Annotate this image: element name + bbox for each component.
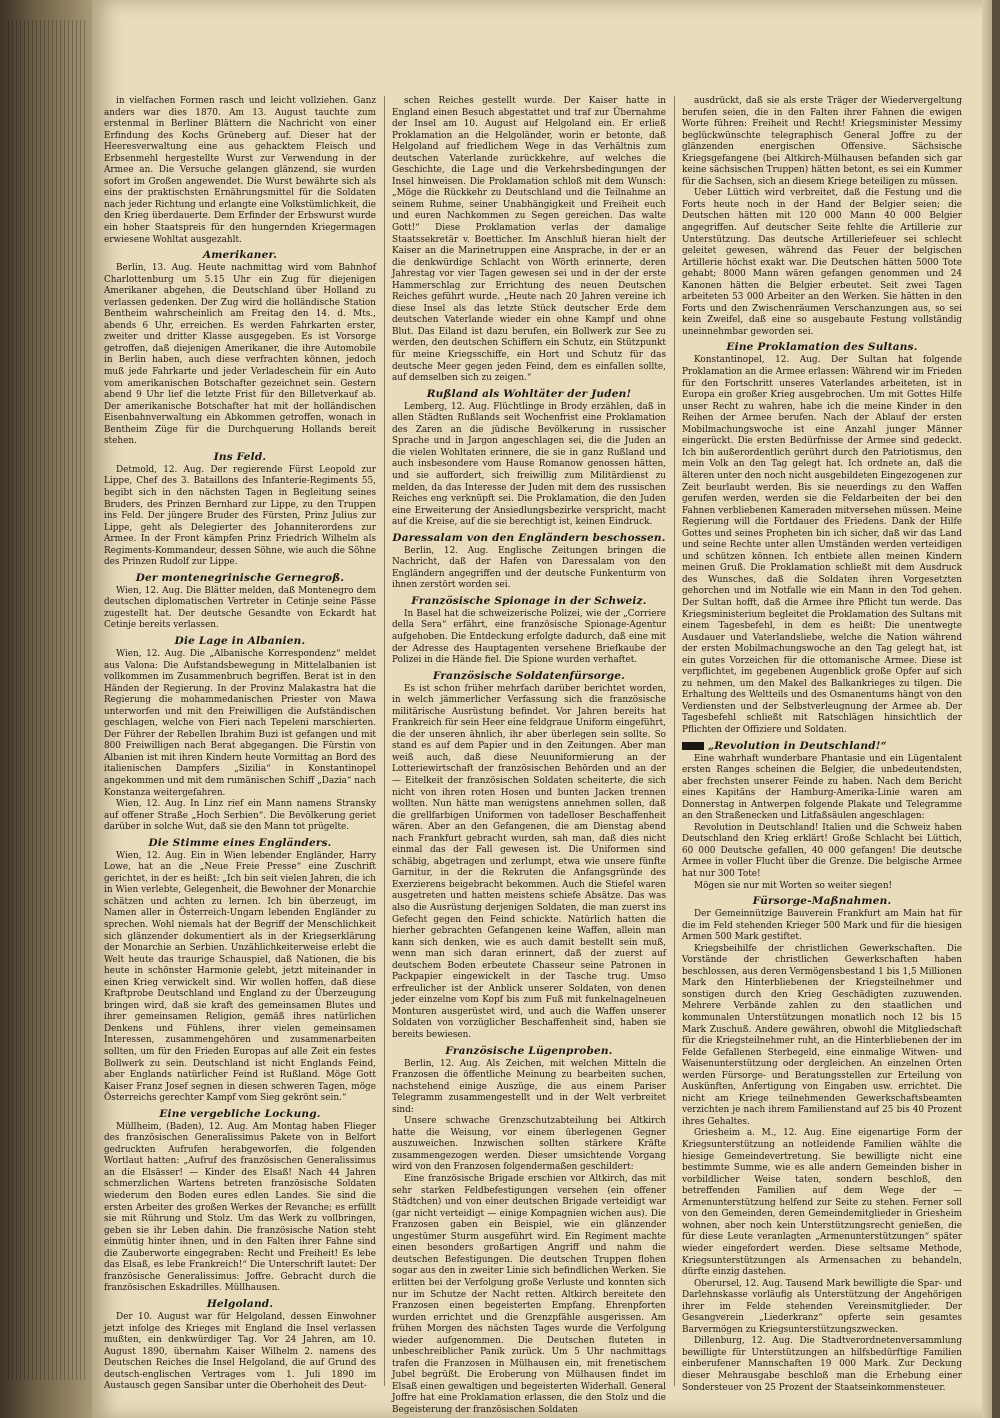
article-heading: Daressalam von den Engländern beschossen.: [392, 531, 666, 544]
column-1: [104, 96, 376, 1396]
article-paragraph: Eine wahrhaft wunderbare Phantasie und ein Lügentalent ersten Ranges scheinen die Belgier, die unbedeutendsten, aber frechsten unserer Feinde zu haben. Nach dem Bericht eines Kapitäns der Hamburg-Amerika-Linie waren am Donnerstag in Antwerpen folgende Plakate und Telegramme an den Straßenecken und Litfaßsäulen angeschlagen:: [682, 753, 962, 822]
article-paragraph: In Basel hat die schweizerische Polizei, wie der „Corriere della Sera“ erfährt, eine französische Spionage-Agentur aufgehoben. Die Entdeckung erfolgte dadurch, daß eine mit der Adresse des Hauptagenten versehene Briefkaube der Polizei in die Hände fiel. Die Spione wurden verhaftet.: [392, 608, 666, 666]
page-edge: [982, 0, 992, 1418]
article-paragraph: Ueber Lüttich wird verbreitet, daß die Festung und die Forts heute noch in der Hand der Belgier seien; die Deutschen hätten mit 120 000 Mann 40 000 Belgier angegriffen. Auf deutscher Seite fehlte die Artillerie zur Unterstützung. Das deutsche Artilleriefeuer sei schlecht geleitet gewesen, während das Feuer der belgischen Artillerie höchst exakt war. Die Deutschen hätten 5000 Tote gehabt; 8000 Mann wären gefangen genommen und 24 Kanonen hätten die Belgier erbeutet. Seit zwei Tagen arbeiteten 53 000 Arbeiter an den Werken. Sie hätten in den Forts und den Zwischenräumen Verschanzungen aus, so sei kein Zweifel, daß eine so ausgebaute Festung vollständig uneinnehmbar geworden sei.: [682, 188, 962, 337]
article-paragraph: Lemberg, 12. Aug. Flüchtlinge in Brody erzählen, daß in allen Städten Rußlands seit Wochenfrist eine Proklamation des Zaren an die jüdische Bevölkerung in russischer Sprache und in Jargon angeschlagen sei, die die Juden an die vielen Wohltaten erinnere, die sie in ganz Rußland und auch insbesondere vom Hause Romanow genossen hätten, und sie auffordert, sich freiwillig zum Militärdienst zu melden, da das Interesse der Juden mit dem des russischen Reiches eng verknüpft sei. Die Proklamation, die den Juden eine Erweiterung der Ansiedlungsbezirke verspricht, macht auf die Kreise, auf die sie berechtigt ist, keinen Eindruck.: [392, 401, 666, 528]
heading-text: „Revolution in Deutschland!“: [708, 739, 887, 752]
article-heading: Die Stimme eines Engländers.: [148, 836, 332, 849]
article-heading: Rußland als Wohltäter der Juden!: [426, 387, 632, 400]
article-heading: Amerikaner.: [202, 249, 278, 262]
article-heading: Französische Lügenproben.: [445, 1044, 613, 1057]
article-paragraph: Dillenburg, 12. Aug. Die Stadtverordnetenversammlung bewilligte für Unterstützungen an hilfsbedürftige Familien einberufener Mannschaften 19 000 Mark. Zur Deckung dieser Mehrausgabe beschloß man die Erhebung einer Sondersteuer von 25 Prozent der Staatseinkommensteuer.: [682, 1336, 962, 1393]
article-paragraph: Unsere schwache Grenzschutzabteilung bei Altkirch hatte die Weisung, vor einem überlegenen Gegner auszuweichen. Inzwischen sollten stärkere Kräfte zusammengezogen werden. Dieser umsichtende Vorgang wird von den Franzosen folgendermaßen geschildert:: [392, 1116, 666, 1173]
article-paragraph: Kriegsbeihilfe der christlichen Gewerkschaften. Die Vorstände der christlichen Gewerkschaften haben beschlossen, aus deren Vermögensbestand 1 bis 1,5 Millionen Mark den Hinterbliebenen der Kriegsteilnehmer und sonstigen durch den Krieg Geschädigten zuzuwenden. Mehrere Verbände zahlen zu den staatlichen und kommunalen Unterstützungen monatlich noch 12 bis 15 Mark Zuschuß. Andere gewähren, obwohl die Mitgliedschaft für die Kriegsteilnehmer ruht, an die Hinterbliebenen der im Felde Gefallenen Sterbegeld, eine einmalige Witwen- und Waisenunterstützung oder dergleichen. An einzelnen Orten werden Fürsorge- und Beratungsstellen zur Erteilung von Auskünften, Anfertigung von Eingaben usw. errichtet. Die nicht am Kriege teilnehmenden Gewerkschaftsbeamten verzichten je nach ihrem Familienstand auf 25 bis 40 Prozent ihres Gehaltes.: [682, 943, 962, 1127]
article-paragraph: Der 10. August war für Helgoland, dessen Einwohner jetzt infolge des Krieges mit England die Insel verlassen mußten, ein denkwürdiger Tag. Vor 24 Jahren, am 10. August 1890, übernahm Kaiser Wilhelm 2. namens des Deutschen Reiches die Insel Helgoland, die auf Grund des deutsch-englischen Vertrages vom 1. Juli 1890 im Austausch gegen Sansibar unter die Oberhoheit des Deut-: [104, 1311, 376, 1392]
article-paragraph: Berlin, 12. Aug. Englische Zeitungen bringen die Nachricht, daß der Hafen von Daressalam von den Engländern angegriffen und der deutsche Funkenturm von ihnen zerstört worden sei.: [392, 545, 666, 591]
article-paragraph: Müllheim, (Baden), 12. Aug. Am Montag haben Flieger des französischen Generalissimus Pakete von in Belfort gedruckten Aufrufen herabgeworfen, die folgenden Wortlaut hatten: „Aufruf des französischen Generalissimus an die Elsässer! — Kinder des Elsaß! Nach 44 Jahren schmerzlichen Wartens betreten französische Soldaten wiederum den Boden eures edlen Landes. Sie sind die ersten Arbeiter des großen Werkes der Revanche; es erfüllt sie mit Rührung und Stolz. Um das Werk zu vollbringen, geben sie ihr Leben dahin. Die französische Nation steht einmütig hinter ihnen, und in den Falten ihrer Fahne sind die Zauberworte eingegraben: Recht und Freiheit! Es lebe das Elsaß, es lebe Frankreich!“ Die Unterschrift lautet: Der französische Generalissimus: Joffre. Gebracht durch die französischen Eskadrilles. Müllhausen.: [104, 1121, 376, 1294]
article-paragraph: Berlin, 13. Aug. Heute nachmittag wird vom Bahnhof Charlottenburg um 5.15 Uhr ein Zug für diejenigen Amerikaner abgehen, die Deutschland über Holland zu verlassen gedenken. Der Zug wird die holländische Station Bentheim wahrscheinlich am Freitag den 14. d. Mts., abends 6 Uhr, erreichen. Es werden Fahrkarten erster, zweiter und dritter Klasse ausgegeben. Es ist Vorsorge getroffen, daß diejenigen Amerikaner, die ihre Automobile in Berlin haben, auch diese verfrachten können, jedoch muß jede Fahrkarte und jeder Verladeschein für ein Auto vom amerikanischen Botschafter gezeichnet sein. Gestern abend 9 Uhr lief die letzte Frist für den Billetverkauf ab. Der amerikanische Botschafter hat mit der holländischen Eisenbahnverwaltung ein Abkommen getroffen, wonach in Bentheim Züge für die Durchquerung Hollands bereit stehen.: [104, 263, 376, 447]
article-heading: Der montenegrinische Gernegroß.: [135, 571, 345, 584]
article-paragraph: Detmold, 12. Aug. Der regierende Fürst Leopold zur Lippe, Chef des 3. Bataillons des Infanterie-Regiments 55, begibt sich in den nächsten Tagen in Begleitung seines Bruders, des Prinzen Bernhard zur Lippe, zu den Truppen ins Feld. Der jüngere Bruder des Fürsten, Prinz Julius zur Lippe, geht als Delegierter des Johanniterordens zur Armee. In der Front kämpfen Prinz Friedrich Wilhelm als Regiments-Kommandeur, dessen Söhne, wie auch die Söhne des Prinzen Rudolf zur Lippe.: [104, 464, 376, 568]
article-paragraph: schen Reiches gestellt wurde. Der Kaiser hatte in England einen Besuch abgestattet und traf zur Übernahme der Insel am 10. August auf Helgoland ein. Er erließ Proklamation an die Helgoländer, worin er betonte, daß Helgoland auf friedlichem Wege in das Verhältnis zum deutschen Vaterlande zurückkehre, auf welches die Geschichte, die Lage und die Verkehrsbedingungen der Insel hinweisen. Die Proklamation schloß mit dem Wunsch: „Möge die Rückkehr zu Deutschland und die Teilnahme an seinem Ruhme, seiner Unabhängigkeit und Freiheit euch und euren Nachkommen zu Segen gereichen. Das walte Gott!“ Diese Proklamation verlas der damalige Staatssekretär v. Boetticher. Im Anschluß hieran hielt der Kaiser an die Marinetruppen eine Ansprache, in der er an die denkwürdige Schlacht von Wörth erinnerte, deren Jahrestag vor vier Tagen gewesen sei und in der der erste Hammerschlag zur Errichtung des neuen Deutschen Reiches geführt wurde. „Heute nach 20 Jahren vereine ich diese Insel als das letzte Stück deutscher Erde dem deutschen Vaterlande wieder ein ohne Kampf und ohne Blut. Das Eiland ist dazu berufen, ein Bollwerk zur See zu werden, den deutschen Schiffern ein Schutz, ein Stützpunkt für meine Kriegsschiffe, ein Hort und Schutz für das deutsche Meer gegen jeden Feind, dem es einfallen sollte, auf demselben sich zu zeigen.“: [392, 96, 666, 384]
article-heading: Französische Soldatenfürsorge.: [432, 669, 626, 682]
column-rule: [674, 96, 675, 1386]
article-heading: Ins Feld.: [213, 450, 267, 463]
article-paragraph: Oberursel, 12. Aug. Tausend Mark bewilligte die Spar- und Darlehnskasse vorläufig als Unterstützung der Angehörigen ihrer im Felde stehenden Vereinsmitglieder. Der Gesangverein „Liederkranz“ opferte sein gesamtes Barvermögen zu Kriegsunterstützungszwecken.: [682, 1278, 962, 1335]
article-paragraph: Konstantinopel, 12. Aug. Der Sultan hat folgende Proklamation an die Armee erlassen: Während wir im Frieden für den Fortschritt unseres Vaterlandes arbeiteten, ist in Europa ein großer Krieg ausgebrochen. Um mit Gottes Hilfe unser Recht zu wahren, habe ich die meine Kinder in den Reihen der Armee berufen. Nach der Ablauf der ersten Mobilmachungswoche ist eine Anzahl junger Männer eingerückt. Die ersten Bedürfnisse der Armee sind gedeckt. Ich bin außerordentlich gerührt durch den Patriotismus, den mein Volk an den Tag gelegt hat. Ich ordnete an, daß die älteren unter den noch nicht ausgebildeten Eingezogenen zur Zeit beurlaubt werden. Bis sie neuerdings zu den Waffen gerufen werden, werden sie die Feldarbeiten der bei den Fahnen verbliebenen Kameraden mitversehen müssen. Meine Regierung will die Fortdauer des Friedens. Dank der Hilfe Gottes und seines Propheten bin ich sicher, daß wir das Land und seine Rechte unter allen Umständen werden verteidigen und schützen können. Ich entbiete allen meinen Kindern meinen Gruß. Die Proklamation schließt mit dem Ausdruck des Wunsches, daß die Soldaten ihren Vorgesetzten gehorchen und im Notfalle wie ein Mann in den Tod gehen. Der Sultan hofft, daß die Armee ihre Pflicht tun werde. Das Kriegsministerium begleitet die Proklamation des Sultans mit einem Tagesbefehl, in dem es heißt: Die unentwegte Ausdauer und Vaterlandsliebe, welche die Nation während der ersten Mobilmachungswoche an den Tag gelegt hat, ist ein gutes Vorzeichen für die ottomanische Armee. Diese ist verpflichtet, im gegebenen Augenblick große Opfer auf sich zu nehmen, um den Makel des Balkankrieges zu tilgen. Die Erhaltung des Weltteils und des Osmanentums hängt von den Verdiensten und der Selbstverleugnung der Armee ab. Der Tagesbefehl schließt mit Ratschlägen hinsichtlich der Pflichten der Offiziere und Soldaten.: [682, 355, 962, 735]
article-paragraph: Griesheim a. M., 12. Aug. Eine eigenartige Form der Kriegsunterstützung an notleidende Familien wählte die hiesige Gemeindevertretung. Sie bewilligte nicht eine bestimmte Summe, wie es alle andern Gemeinden bisher in vorbildlicher Weise taten, sondern beschloß, den betreffenden Familien auf dem Wege der — Armenunterstützung helfend zur Seite zu stehen. Ferner soll von den Gemeinden, deren Gemeindemitglieder in Griesheim wohnen, aber noch kein Unterstützungsrecht genießen, die für diese Leute veranlagten „Armenunterstützungen“ später wieder eingefordert werden. Diese seltsame Methode, Kriegsunterstützungen als Armensachen zu behandeln, dürfte einzig dastehen.: [682, 1128, 962, 1278]
pointing-hand-icon: [682, 742, 704, 750]
column-2: [392, 96, 666, 1415]
article-heading: Eine vergebliche Lockung.: [159, 1107, 321, 1120]
article-paragraph: Wien, 12. Aug. Die Blätter melden, daß Montenegro dem deutschen diplomatischen Vertreter in Cetinje seine Pässe zugestellt hat. Der deutsche Gesandte von Eckardt hat Cetinje bereits verlassen.: [104, 585, 376, 631]
article-paragraph: Wien, 12. Aug. Die „Albanische Korrespondenz“ meldet aus Valona: Die Aufstandsbewegung in Mittelalbanien ist vollkommen im Zusammenbruch begriffen. Berat ist in den Händen der Regierung. In der Provinz Malakastra hat die Regierung die mohammedanischen Priester von Mawa unterworfen und mit den Freiwilligen die Aufständischen geschlagen, welche von Fieri nach Tepeleni marschierten. Der Führer der Rebellen Ibrahim Buzi ist gefangen und mit 800 Freiwilligen nach Berat abgegangen. Die Fürstin von Albanien ist mit ihren Kindern heute Vormittag an Bord des italienischen Dampfers „Sizilia“ in Konstantinopel angekommen und mit dem rumänischen Schiff „Dazia“ nach Konstanza weitergefahren.: [104, 648, 376, 798]
article-paragraph: Berlin, 12. Aug. Als Zeichen, mit welchen Mitteln die Franzosen die öffentliche Meinung zu bearbeiten suchen, nachstehend einige Auszüge, die aus einem Pariser Telegramm zusammengestellt und in der Welt verbreitet sind:: [392, 1058, 666, 1115]
article-paragraph: Mögen sie nur mit Worten so weiter siegen!: [694, 880, 893, 891]
article-heading: [682, 740, 962, 752]
article-paragraph: Wien, 12. Aug. In Linz rief ein Mann namens Stransky auf offener Straße „Hoch Serbien“. Die Bevölkerung geriet darüber in solche Wut, daß sie den Mann tot prügelte.: [104, 799, 376, 833]
page-edges: [8, 20, 86, 1380]
article-paragraph: Wien, 12. Aug. Ein in Wien lebender Engländer, Harry Lowe, hat an die „Neue Freie Presse“ eine Zuschrift gerichtet, in der es heißt: „Ich bin seit vielen Jahren, die ich in Wien verlebte, Gelegenheit, die Bewohner der Monarchie schätzen und achten zu lernen. Ich bin überzeugt, im Namen aller in Österreich-Ungarn lebenden Engländer zu sprechen. Wohl niemals hat der Begriff der Menschlichkeit sich glänzender dokumentiert als in der Kriegserklärung der Monarchie an Serbien. Unzählichkeiterweise erlebt die Welt heute das traurige Schauspiel, daß Nationen, die bis heute in schönster Harmonie gelebt, jetzt miteinander in einen Krieg verwickelt sind. Wir wollen hoffen, daß diese Kraftprobe Deutschland und England zu der Überzeugung bringen wird, daß sie kraft des gemeinsamen Blutes und ihrer gemeinsamen Religion, gemäß ihres natürlichen Denkens und Fühlens, ihrer vielen gemeinsamen Interessen, zusammengehören und zusammenarbeiten sollten, um für den Frieden Europas auf alle Zeit ein festes Bollwerk zu sein. Deutschland ist nicht Englands Feind, aber Englands natürlicher Feind ist Rußland. Möge Gott Kaiser Franz Josef segnen in diesen schweren Tagen, möge Österreichs gerechter Kampf vom Sieg gekrönt sein.“: [104, 850, 376, 1104]
article-paragraph: Es ist schon früher mehrfach darüber berichtet worden, in welch jämmerlicher Verfassung sich die französische militärische Ausrüstung befindet. Vor Jahren bereits hat Frankreich für sein Heer eine feldgraue Uniform eingeführt, die der unseren ähnlich, ihr aber überlegen sein sollte. So stand es auf dem Papier und in den Zeitungen. Aber man weiß auch, daß diese Neuuniformierung an der Lotteriewirtschaft der französischen Behörden und an der — Eitelkeit der französischen Soldaten scheiterte, die sich nicht von ihren roten Hosen und bunten Jacken trennen wollten. Nun hätte man wenigstens annehmen sollen, daß die grellfarbigen Uniformen von tadelloser Beschaffenheit wären. Aber an den Gefangenen, die am Dienstag abend nach Frankfurt gebracht wurden, sah man, daß dies nicht einmal das der Fall gewesen ist. Die Uniformen sind schäbig, abgetragen und zerlumpt, etwa wie unsere fünfte Garnitur, in der die Rekruten die Anfangsgründe des Exerzierens beigebracht bekommen. Auch die Stiefel waren ausgetreten und hatten meistens schiefe Absätze. Das was also die Ausrüstung derjenigen Soldaten, die man zuerst ins Gefecht gegen den Feind schickte. Natürlich hatten die hierher gebrachten Gefangenen keine Waffen, allein man kann sich denken, wie es auch damit bestellt sein muß, wenn man sich daran erinnert, daß der zuerst auf deutschem Boden erbeutete Chasseur seine Patronen in Packpapier eingewickelt in der Tasche trug. Umso erfreulicher ist der Anblick unserer Soldaten, von denen jeder einzelne vom Kopf bis zum Fuß mit funkelnagelneuen Monturen ausgerüstet wird, und auch die Waffen unserer Soldaten von vorzüglicher Beschaffenheit sind, haben sie bereits bewiesen.: [392, 683, 666, 1041]
article-heading: Helgoland.: [206, 1297, 274, 1310]
column-rule: [384, 96, 385, 1386]
article-paragraph: Eine französische Brigade erschien vor Altkirch, das mit sehr starken Feldbefestigungen versehen (ein offener Städtchen) und von einer deutschen Brigade verteidigt war (gar nicht verteidigt — einige Kompagnien wichen aus). Die Franzosen gaben ein Beispiel, wie ein glänzender ungestümer Sturm ausgeführt wird. Ein Regiment machte einen besonders großartigen Angriff und nahm die deutschen Befestigungen. Die deutschen Truppen flohen sogar aus den in zweiter Linie sich befindlichen Werken. Sie erlitten bei der Verfolgung große Verluste und konnten sich nur im Schutze der Nacht retten. Altkirch bereitete den Franzosen einen begeisterten Empfang. Ehrenpforten wurden errichtet und die Grenzpfähle ausgerissen. Am frühen Morgen des nächsten Tages wurde die Verfolgung wieder aufgenommen. Die Deutschen fluteten in unbeschreiblicher Panik zurück. Um 5 Uhr nachmittags trafen die Franzosen in Mülhausen ein, mit frenetischem Jubel begrüßt. Die Eroberung von Mülhausen findet im Elsaß einen gewaltigen und begeisterten Widerhall. General Joffre hat eine Proklamation erlassen, die den Stolz und die Begeisterung der französischen Soldaten: [392, 1174, 666, 1415]
article-heading: Die Lage in Albanien.: [174, 634, 306, 647]
article-paragraph: in vielfachen Formen rasch und leicht vollziehen. Ganz anders war dies 1870. Am 13. August tauchte zum erstenmal in Berliner Blättern die Nachricht von einer Erfindung des Kochs Grüneberg auf. Dieser hat der Heeresverwaltung eine aus gehacktem Fleisch und Erbsenmehl hergestellte Wurst zur Verwendung in der Armee an. Die Versuche gelangen glänzend, sie wurden sofort im Großen angewendet. Die Wurst bewährte sich als eins der praktischsten Ernährungsmittel für die Soldaten nach jeder Richtung und erlangte eine Volkstümlichkeit, die den Krieg überdauerte. Dem Erfinder der Erbswurst wurde ein hoher Staatspreis für den hungernden Kriegermagen erwiesene Wohltat ausgezahlt.: [104, 96, 376, 245]
article-heading: Fürsorge-Maßnahmen.: [752, 895, 892, 908]
article-paragraph: Der Gemeinnützige Bauverein Frankfurt am Main hat für die im Feld stehenden Krieger 500 Mark und für die hiesigen Armen 500 Mark gestiftet.: [682, 909, 962, 943]
column-3: [682, 96, 962, 1396]
article-paragraph: ausdrückt, daß sie als erste Träger der Wiedervergeltung berufen seien, die in den Falten ihrer Fahnen die ewigen Worte führen: Freiheit und Recht! Kriegsminister Messimy beglückwünschte telegraphisch General Joffre zu der glänzenden energischen Offensive. Sächsische Kriegsgefangene (bei Altkirch-Mülhausen befanden sich gar keine sächsischen Truppen) hätten betont, es sei ein Kummer für die Sachsen, sich an diesem Kriege beteiligen zu müssen.: [682, 96, 962, 187]
newspaper-page: [92, 0, 992, 1418]
article-heading: Eine Proklamation des Sultans.: [726, 341, 918, 354]
article-paragraph: Revolution in Deutschland! Italien und die Schweiz haben Deutschland den Krieg erklärt! Große Schlacht bei Lüttich, 60 000 Deutsche gefallen, 40 000 gefangen! Die deutsche Armee in voller Flucht über die Grenze. Die belgische Armee hat nur 300 Tote!: [682, 822, 962, 879]
article-heading: Französische Spionage in der Schweiz.: [411, 594, 647, 607]
book-spine: [0, 0, 92, 1418]
